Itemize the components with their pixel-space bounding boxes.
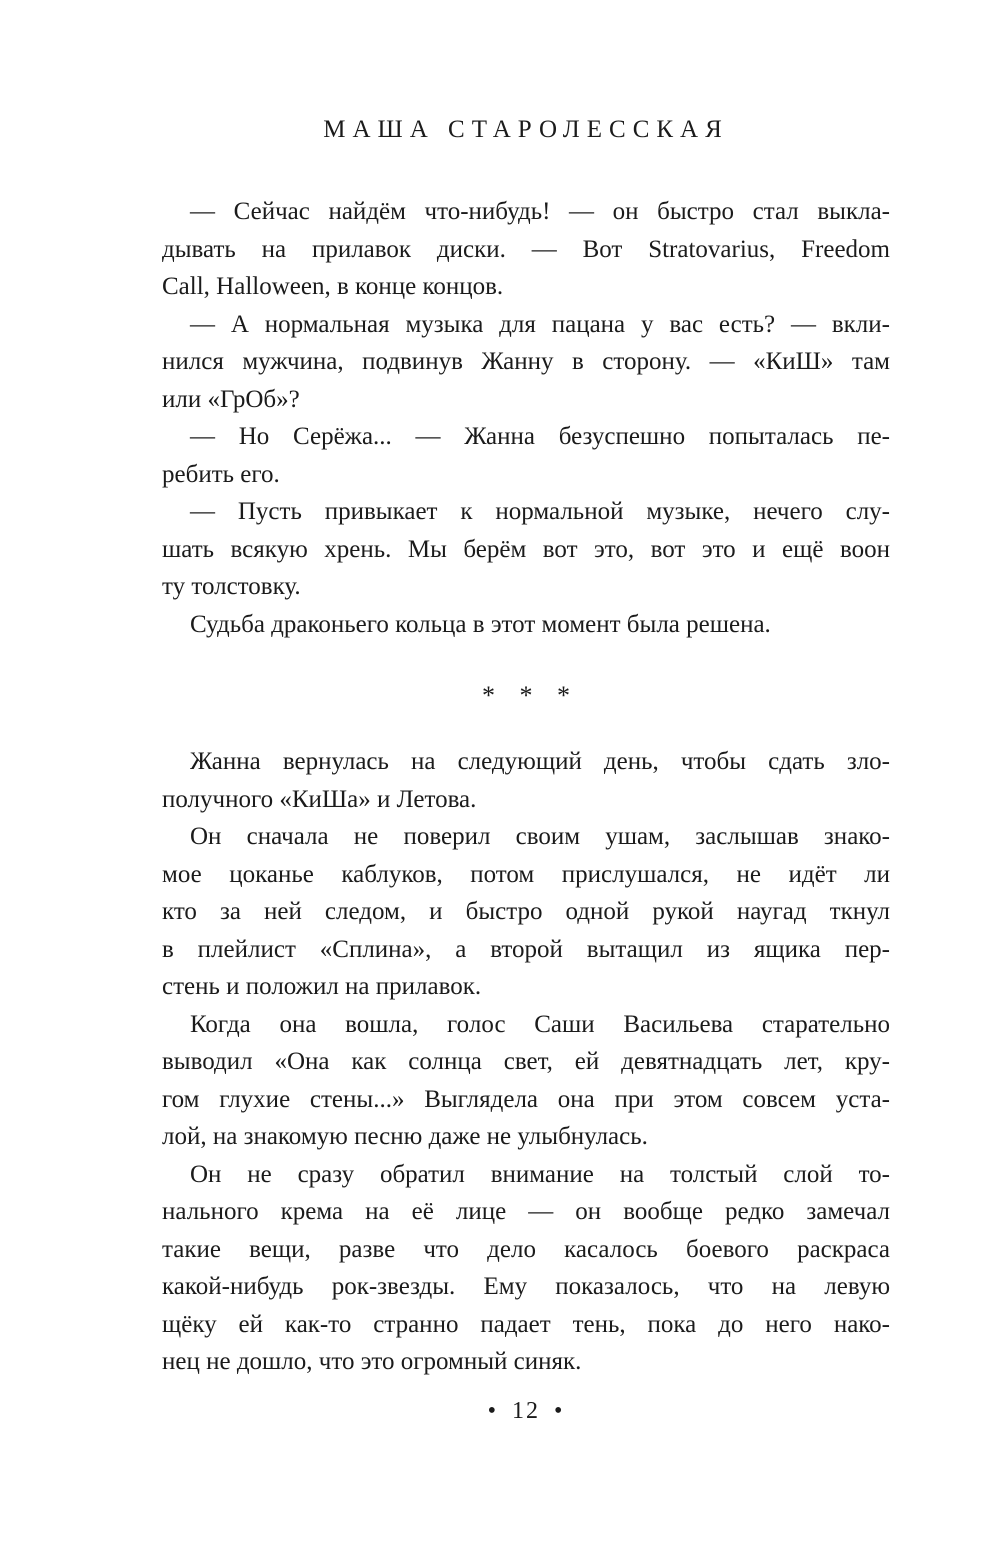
section-separator: * * * [482, 681, 570, 711]
page-number: • 12 • [487, 1398, 565, 1424]
running-header: МАША СТАРОЛЕССКАЯ [323, 116, 729, 143]
paragraph [162, 606, 890, 644]
text-line: Он не сразу обратил внимание на толстый слой то- [190, 1160, 890, 1188]
text-line: Судьба драконьего кольца в этот момент была решена. [190, 610, 771, 638]
text-line: кто за ней следом, и быстро одной рукой наугад ткнул [162, 898, 890, 925]
paragraph [162, 493, 890, 606]
paragraph [162, 1006, 890, 1156]
text-line: Он сначала не поверил своим ушам, заслышав знако- [190, 823, 890, 850]
text-line: нального крема на её лице — он вообще редко замечал [162, 1198, 890, 1225]
text-line: выводил «Она как солнца свет, ей девятнадцать лет, кру- [162, 1048, 890, 1075]
body-text [162, 193, 890, 1381]
paragraph [162, 193, 890, 306]
text-line: — Сейчас найдём что-нибудь! — он быстро стал выкла- [190, 198, 890, 225]
text-line: Call, Halloween, в конце концов. [162, 273, 504, 300]
text-line: или «ГрОб»? [162, 385, 300, 413]
text-line: шать всякую хрень. Мы берём вот это, вот это и ещё воон [162, 535, 890, 563]
text-line: мое цоканье каблуков, потом прислушался, не идёт ли [162, 860, 890, 888]
text-line: — Пусть привыкает к нормальной музыке, нечего слу- [190, 498, 890, 525]
paragraph [162, 743, 890, 818]
text-line: нец не дошло, что это огромный синяк. [162, 1348, 582, 1375]
text-line: нился мужчина, подвинув Жанну в сторону. — «КиШ» там [162, 348, 890, 375]
text-line: в плейлист «Сплина», а второй вытащил из ящика пер- [162, 935, 890, 963]
text-line: — А нормальная музыка для пацана у вас есть? — вкли- [190, 310, 890, 338]
text-line: — Но Серёжа... — Жанна безуспешно попыталась пе- [190, 423, 890, 450]
text-line: Жанна вернулась на следующий день, чтобы сдать зло- [190, 748, 890, 775]
text-line: такие вещи, разве что дело касалось боевого раскраса [162, 1235, 890, 1263]
text-line: получного «КиШа» и Летова. [162, 785, 477, 813]
text-line: лой, на знакомую песню даже не улыбнулась. [162, 1123, 648, 1150]
text-line: щёку ей как-то странно падает тень, пока до него нако- [162, 1310, 890, 1338]
text-line: дывать на прилавок диски. — Вот Stratovarius, Freedom [162, 235, 890, 263]
text-line: стень и положил на прилавок. [162, 973, 482, 1000]
text-line: ту толстовку. [162, 573, 301, 600]
text-line: какой-нибудь рок-звезды. Ему показалось, что на левую [162, 1273, 890, 1300]
paragraph [162, 818, 890, 1006]
paragraph [162, 418, 890, 493]
text-line: Когда она вошла, голос Саши Васильева старательно [190, 1010, 890, 1038]
paragraph [162, 306, 890, 419]
paragraph [162, 1156, 890, 1381]
text-line: ребить его. [162, 460, 280, 488]
text-line: гом глухие стены...» Выглядела она при этом совсем уста- [162, 1085, 890, 1113]
